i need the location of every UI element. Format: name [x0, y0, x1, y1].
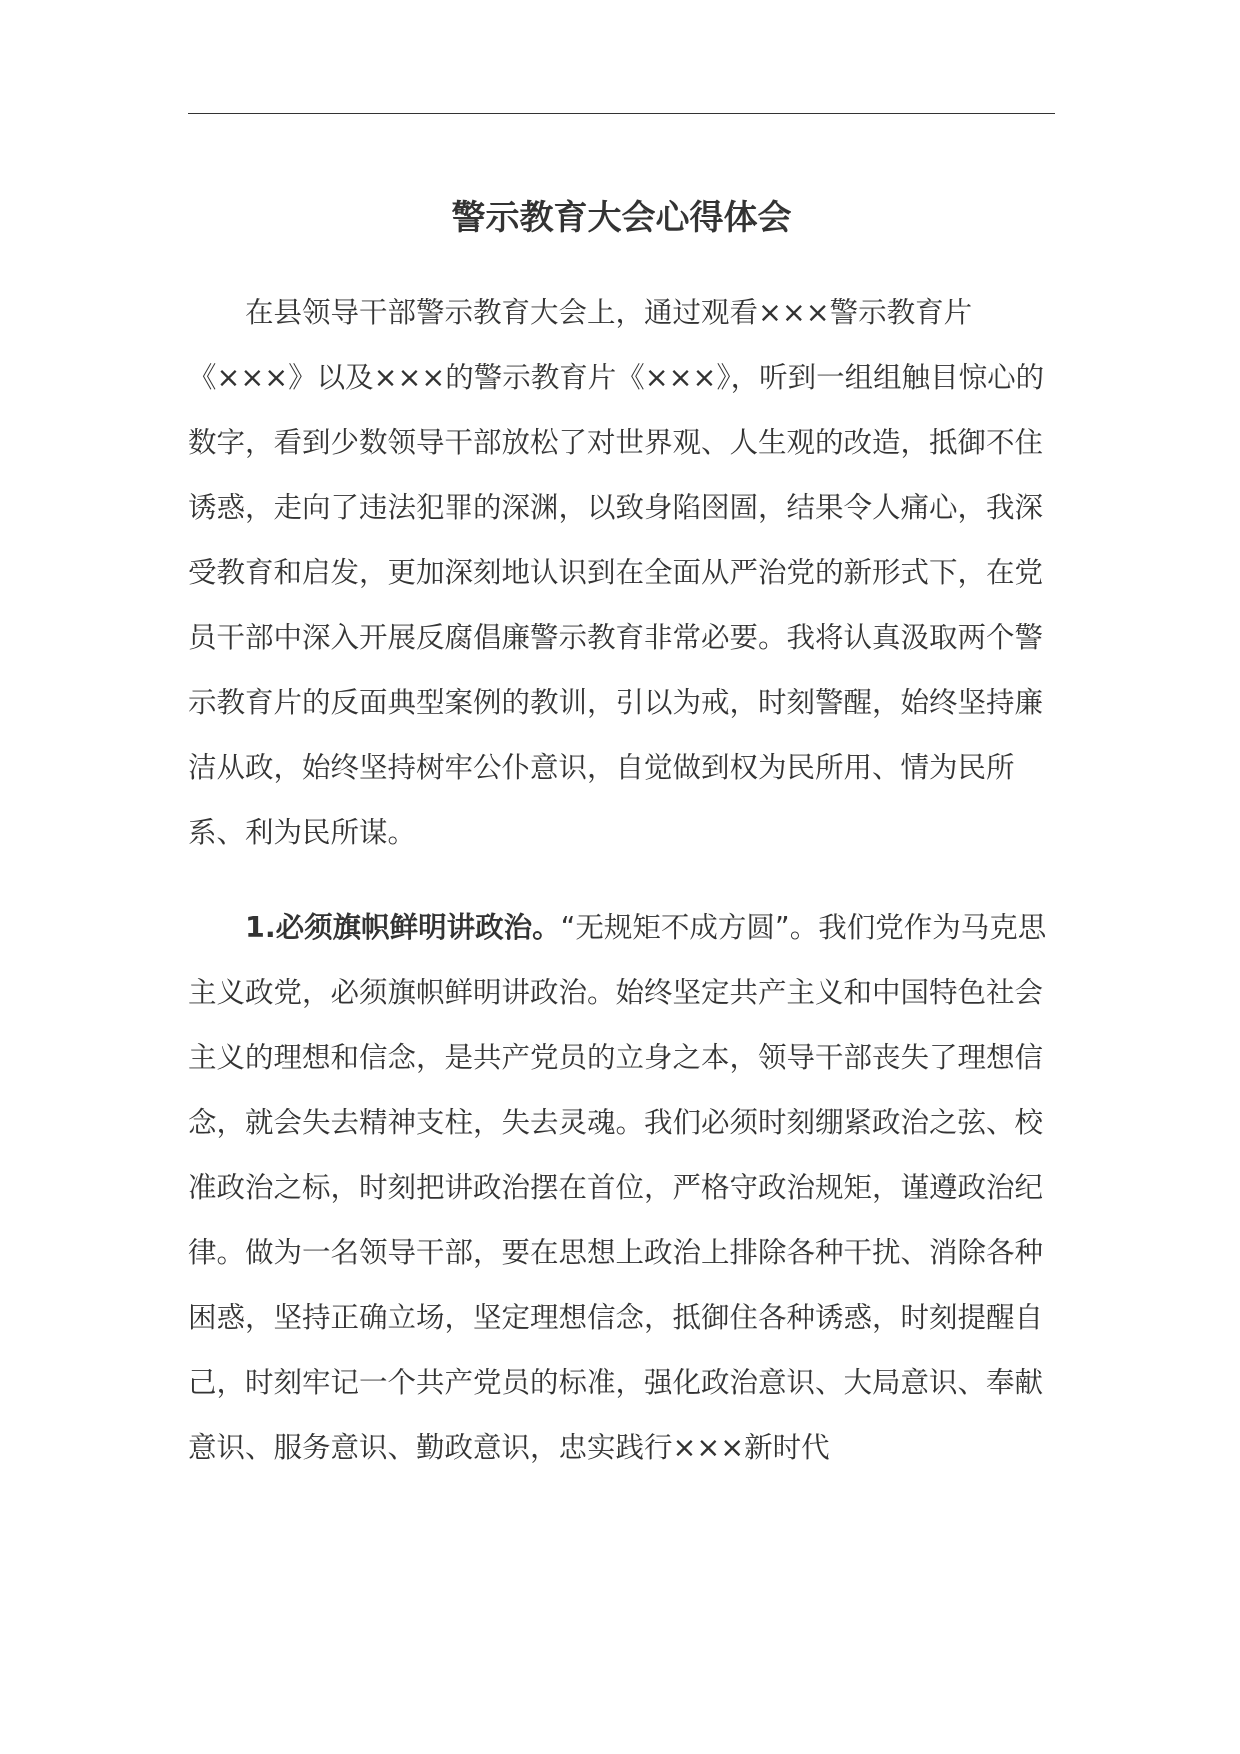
header-rule — [188, 113, 1055, 114]
paragraph-lead: 1.必须旗帜鲜明讲政治。 — [245, 911, 561, 944]
paragraph-text: “无规矩不成方圆”。我们党作为马克思主义政党，必须旗帜鲜明讲政治。始终坚定共产主义和中国特色社会主义的理想和信念，是共产党员的立身之本，领导干部丧失了理想信念，就会失去精神支柱，失去灵魂。我们必须时刻绷紧政治之弦、校准政治之标，时刻把讲政治摆在首位，严格守政治规矩，谨遵政治纪律。做为一名领导干部，要在思想上政治上排除各种干扰、消除各种困惑，坚持正确立场，坚定理想信念，抵御住各种诱惑，时刻提醒自己，时刻牢记一个共产党员的标准，强化政治意识、大局意识、奉献意识、服务意识、勤政意识，忠实践行×××新时代 — [188, 911, 1047, 1464]
body-paragraph-point-1 — [188, 895, 1058, 1480]
page-title: 警示教育大会心得体会 — [451, 198, 792, 238]
paragraph-text: 在县领导干部警示教育大会上，通过观看×××警示教育片《×××》以及×××的警示教育片《×××》，听到一组组触目惊心的数字，看到少数领导干部放松了对世界观、人生观的改造，抵御不住诱惑，走向了违法犯罪的深渊，以致身陷囹圄，结果令人痛心，我深受教育和启发，更加深刻地认识到在全面从严治党的新形式下，在党员干部中深入开展反腐倡廉警示教育非常必要。我将认真汲取两个警示教育片的反面典型案例的教训，引以为戒，时刻警醒，始终坚持廉洁从政，始终坚持树牢公仆意识，自觉做到权为民所用、情为民所系、利为民所谋。 — [188, 296, 1045, 849]
body-paragraph-intro — [188, 280, 1058, 865]
